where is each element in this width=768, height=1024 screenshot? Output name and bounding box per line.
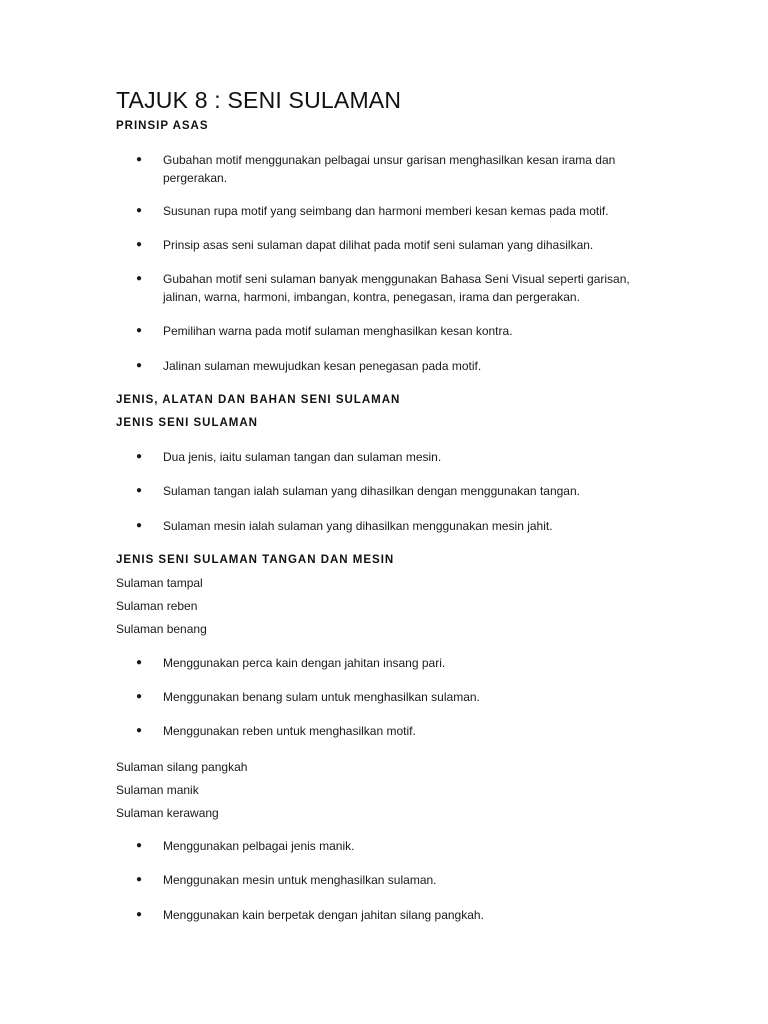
sulaman-type-label: Sulaman reben <box>116 599 198 613</box>
bullet-icon: ● <box>136 909 143 920</box>
page-title: TAJUK 8 : SENI SULAMAN <box>116 87 402 113</box>
sulaman-type-label: Sulaman silang pangkah <box>116 760 248 774</box>
bullet-icon: ● <box>136 840 143 851</box>
list-item-text: Dua jenis, iaitu sulaman tangan dan sulaman mesin. <box>163 450 442 464</box>
list-item <box>136 448 656 466</box>
list-item-text: Gubahan motif menggunakan pelbagai unsur garisan menghasilkan kesan irama dan pergerakan. <box>163 153 616 185</box>
bullet-icon: ● <box>136 239 143 250</box>
heading-jenis-alatan-bahan: JENIS, ALATAN DAN BAHAN SENI SULAMAN <box>116 394 401 406</box>
list-item <box>136 517 656 535</box>
list-item <box>136 202 656 220</box>
list-item <box>136 654 656 672</box>
list-item-text: Menggunakan benang sulam untuk menghasilkan sulaman. <box>163 690 480 704</box>
list-item-text: Gubahan motif seni sulaman banyak menggunakan Bahasa Seni Visual seperti garisan, jalinan, warna, harmoni, imbangan, kontra, penegasan, irama dan pergerakan. <box>163 272 630 304</box>
heading-prinsip-asas: PRINSIP ASAS <box>116 120 209 132</box>
list-item <box>136 722 656 740</box>
list-item <box>136 906 656 924</box>
list-item-text: Menggunakan pelbagai jenis manik. <box>163 839 355 853</box>
bullet-icon: ● <box>136 154 143 165</box>
list-item-text: Menggunakan mesin untuk menghasilkan sulaman. <box>163 873 437 887</box>
bullet-icon: ● <box>136 657 143 668</box>
sulaman-type-label: Sulaman kerawang <box>116 806 219 820</box>
list-item <box>136 270 656 306</box>
list-item <box>136 322 656 340</box>
list-item <box>136 357 656 375</box>
sulaman-type-label: Sulaman benang <box>116 622 207 636</box>
sulaman-type-label: Sulaman tampal <box>116 576 203 590</box>
bullet-icon: ● <box>136 874 143 885</box>
heading-jenis-tangan-mesin: JENIS SENI SULAMAN TANGAN DAN MESIN <box>116 554 395 566</box>
bullet-icon: ● <box>136 360 143 371</box>
sulaman-type-label: Sulaman manik <box>116 783 199 797</box>
list-item <box>136 236 656 254</box>
bullet-icon: ● <box>136 485 143 496</box>
list-item-text: Menggunakan reben untuk menghasilkan motif. <box>163 724 416 738</box>
list-item-text: Jalinan sulaman mewujudkan kesan penegasan pada motif. <box>163 359 482 373</box>
list-item <box>136 151 656 187</box>
list-item-text: Menggunakan perca kain dengan jahitan insang pari. <box>163 656 446 670</box>
list-item <box>136 482 656 500</box>
list-item <box>136 871 656 889</box>
list-item <box>136 688 656 706</box>
list-item-text: Menggunakan kain berpetak dengan jahitan silang pangkah. <box>163 908 484 922</box>
bullet-icon: ● <box>136 451 143 462</box>
bullet-icon: ● <box>136 273 143 284</box>
bullet-icon: ● <box>136 691 143 702</box>
list-item-text: Prinsip asas seni sulaman dapat dilihat pada motif seni sulaman yang dihasilkan. <box>163 238 594 252</box>
list-item-text: Susunan rupa motif yang seimbang dan harmoni memberi kesan kemas pada motif. <box>163 204 609 218</box>
list-item-text: Sulaman mesin ialah sulaman yang dihasilkan menggunakan mesin jahit. <box>163 519 553 533</box>
heading-jenis-seni-sulaman: JENIS SENI SULAMAN <box>116 417 258 429</box>
bullet-icon: ● <box>136 325 143 336</box>
list-item-text: Pemilihan warna pada motif sulaman menghasilkan kesan kontra. <box>163 324 513 338</box>
list-item <box>136 837 656 855</box>
bullet-icon: ● <box>136 205 143 216</box>
bullet-icon: ● <box>136 725 143 736</box>
list-item-text: Sulaman tangan ialah sulaman yang dihasilkan dengan menggunakan tangan. <box>163 484 580 498</box>
bullet-icon: ● <box>136 520 143 531</box>
